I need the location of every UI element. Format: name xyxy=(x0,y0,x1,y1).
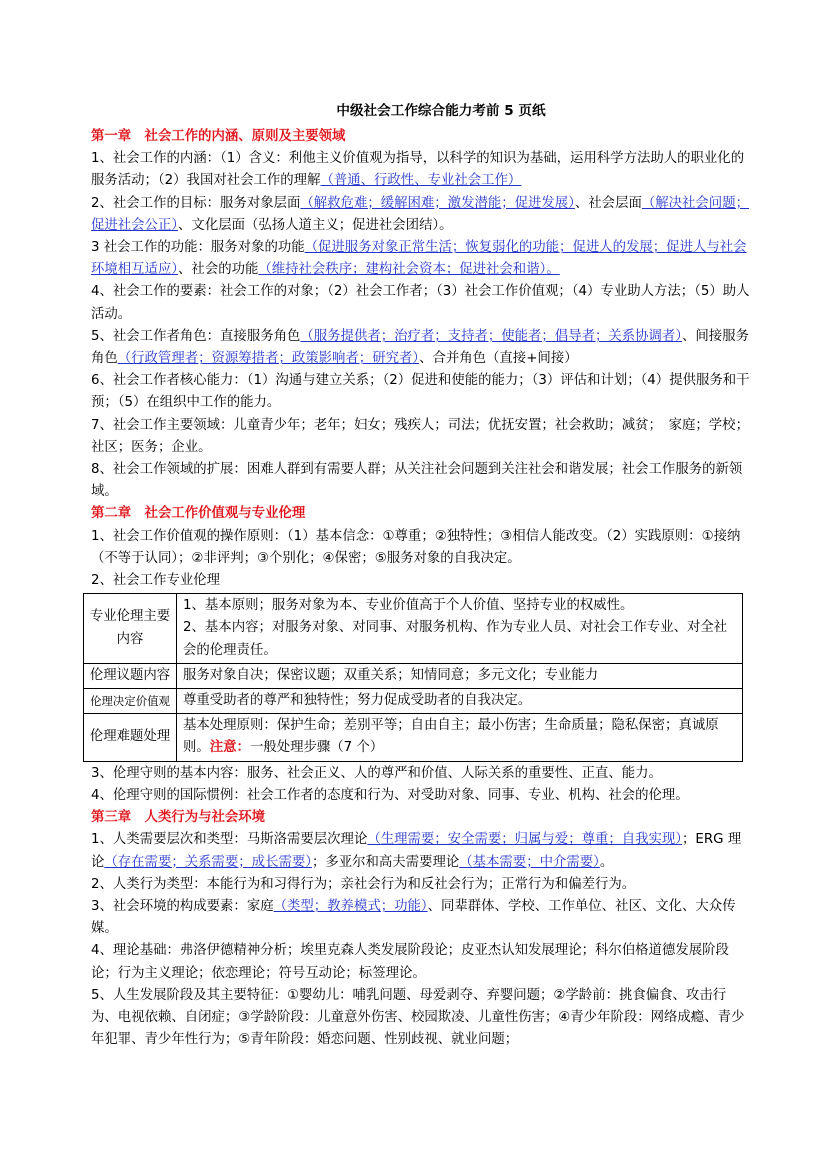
ethics-table xyxy=(83,593,743,761)
ch1-paragraph-8: 8、社会工作领域的扩展：困难人群到有需要人群；从关注社会问题到关注社会和谐发展；社会工作服务的新领域。 xyxy=(91,462,743,500)
table-row-label: 专业伦理主要内容 xyxy=(84,594,177,664)
chapter-1-heading: 第一章 社会工作的内涵、原则及主要领域 xyxy=(91,129,346,144)
ch3-paragraph-2: 2、人类行为类型：本能行为和习得行为；亲社会行为和反社会行为；正常行为和偏差行为。 xyxy=(91,876,636,892)
table-row xyxy=(84,663,743,688)
chapter-3-heading: 第三章 人类行为与社会环境 xyxy=(91,810,266,826)
ch1-paragraph-1: 1、社会工作的内涵：（1）含义：利他主义价值观为指导，以科学的知识为基础，运用科学方法助人的职业化的服务活动；（2）我国对社会工作的理解（普通、行政性、专业社会工作） xyxy=(91,151,745,189)
table-cell-line: 2、基本内容；对服务对象、对同事、对服务机构、作为专业人员、对社会工作专业、对全社会的伦理责任。 xyxy=(183,620,728,658)
ch1-paragraph-5: 5、社会工作者角色：直接服务角色（服务提供者；治疗者；支持者；使能者；倡导者；关系协调者）、间接服务角色（行政管理者；资源筹措者；政策影响者；研究者）、合并角色（直接+间接） xyxy=(91,328,749,367)
ch3-paragraph-1: 1、人类需要层次和类型：马斯洛需要层次理论（生理需要；安全需要；归属与爱；尊重；自我实现）；ERG 理论（存在需要；关系需要；成长需要）；多亚尔和高夫需要理论（基本需要；中介需要）。 xyxy=(91,832,742,870)
ch2-paragraph-3: 3、伦理守则的基本内容：服务、社会正义、人的尊严和价值、人际关系的重要性、正直、能力。 xyxy=(91,765,662,781)
ch2-paragraph-4: 4、伦理守则的国际惯例：社会工作者的态度和行为、对受助对象、同事、专业、机构、社会的伦理。 xyxy=(91,787,689,803)
table-cell xyxy=(177,594,743,664)
table-cell: 尊重受助者的尊严和独特性；努力促成受助者的自我决定。 xyxy=(177,689,743,714)
table-row xyxy=(84,689,743,714)
chapter-2-heading: 第二章 社会工作价值观与专业伦理 xyxy=(91,506,306,522)
ch3-paragraph-5: 5、人生发展阶段及其主要特征：①婴幼儿：哺乳问题、母爱剥夺、弃婴问题；②学龄前：挑食偏食、攻击行为、电视依赖、自闭症；③学龄阶段：儿童意外伤害、校园欺凌、儿童性伤害；④青少年阶段：网络成瘾、青少年犯罪、青少年性行为；⑤青年阶段：婚恋问题、性别歧视、就业问题； xyxy=(91,987,745,1048)
table-row-label: 伦理决定价值观 xyxy=(84,689,177,714)
ch3-paragraph-3: 3、社会环境的构成要素：家庭（类型；教养模式；功能）、同辈群体、学校、工作单位、社区、文化、大众传媒。 xyxy=(91,898,736,937)
table-cell-line: 1、基本原则；服务对象为本、专业价值高于个人价值、坚持专业的权威性。 xyxy=(183,598,634,614)
table-row xyxy=(84,714,743,761)
document-title: 中级社会工作综合能力考前 5 页纸 xyxy=(336,103,546,119)
ch3-paragraph-4: 4、理论基础：弗洛伊德精神分析；埃里克森人类发展阶段论；皮亚杰认知发展理论；科尔伯格道德发展阶段论；行为主义理论；依恋理论；符号互动论；标签理论。 xyxy=(91,943,729,981)
ch1-paragraph-2: 2、社会工作的目标：服务对象层面（解救危难；缓解困难；激发潜能；促进发展）、社会层面（解决社会问题；促进社会公正）、文化层面（弘扬人道主义；促进社会团结）。 xyxy=(91,195,749,233)
document-page xyxy=(91,100,751,1051)
table-row xyxy=(84,594,743,664)
note-label: 注意： xyxy=(209,740,250,756)
ch1-paragraph-6: 6、社会工作者核心能力：（1）沟通与建立关系；（2）促进和使能的能力；（3）评估和计划；（4）提供服务和干预；（5）在组织中工作的能力。 xyxy=(91,373,750,411)
ch1-paragraph-7: 7、社会工作主要领域：儿童青少年；老年；妇女；残疾人；司法；优抚安置；社会救助；减贫； 家庭；学校；社区；医务；企业。 xyxy=(91,417,749,455)
table-cell: 基本处理原则：保护生命；差别平等；自由自主；最小伤害；生命质量；隐私保密；真诚原则。注意：一般处理步骤（7 个） xyxy=(177,714,743,761)
ch1-paragraph-4: 4、社会工作的要素：社会工作的对象；（2）社会工作者；（3）社会工作价值观；（4）专业助人方法；（5）助人活动。 xyxy=(91,284,750,322)
table-row-label: 伦理议题内容 xyxy=(84,663,177,688)
ch1-paragraph-3: 3 社会工作的功能：服务对象的功能（促进服务对象正常生活；恢复弱化的功能；促进人的发展；促进人与社会环境相互适应）、社会的功能（维持社会秩序；建构社会资本；促进社会和谐）。 xyxy=(91,240,747,278)
table-cell: 服务对象自决；保密议题；双重关系；知情同意；多元文化；专业能力 xyxy=(177,663,743,688)
ch2-paragraph-1: 1、社会工作价值观的操作原则：（1）基本信念：①尊重；②独特性；③相信人能改变。（2）实践原则：①接纳（不等于认同）；②非评判；③个别化；④保密；⑤服务对象的自我决定。 xyxy=(91,528,741,566)
ch2-paragraph-2: 2、社会工作专业伦理 xyxy=(91,573,221,589)
table-row-label: 伦理难题处理 xyxy=(84,714,177,761)
